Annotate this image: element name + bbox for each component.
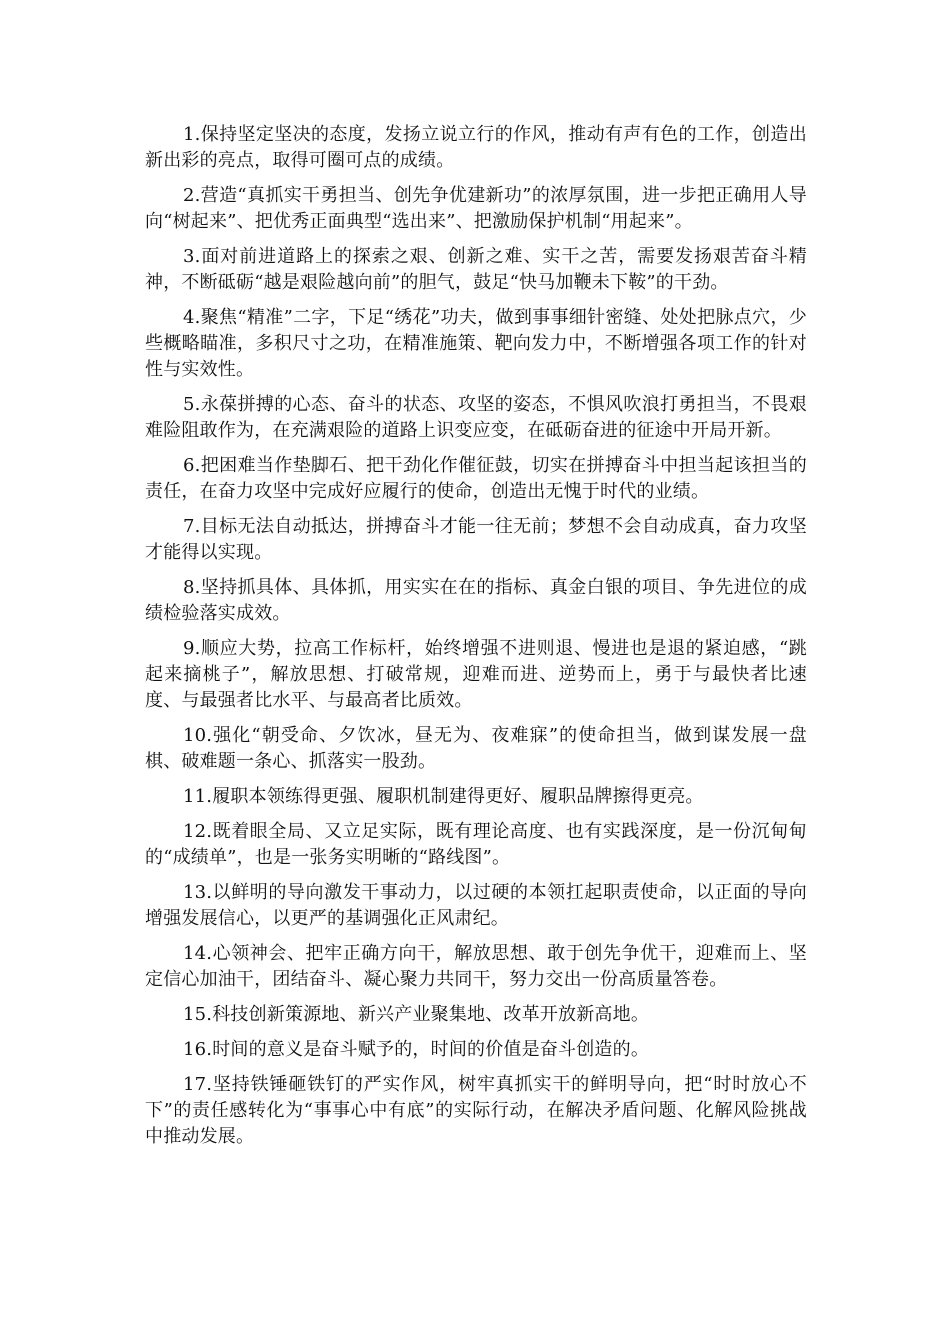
paragraph-10: 10.强化“朝受命、夕饮冰，昼无为、夜难寐”的使命担当，做到谋发展一盘棋、破难题一条心、抓落实一股劲。 <box>145 725 807 772</box>
paragraph-17: 17.坚持铁锤砸铁钉的严实作风，树牢真抓实干的鲜明导向，把“时时放心不下”的责任感转化为“事事心中有底”的实际行动，在解决矛盾问题、化解风险挑战中推动发展。 <box>145 1074 807 1147</box>
paragraph-6: 6.把困难当作垫脚石、把干劲化作催征鼓，切实在拼搏奋斗中担当起该担当的责任，在奋力攻坚中完成好应履行的使命，创造出无愧于时代的业绩。 <box>145 455 807 502</box>
paragraph-1: 1.保持坚定坚决的态度，发扬立说立行的作风，推动有声有色的工作，创造出新出彩的亮点，取得可圈可点的成绩。 <box>145 124 807 171</box>
paragraph-8: 8.坚持抓具体、具体抓，用实实在在的指标、真金白银的项目、争先进位的成绩检验落实成效。 <box>145 577 807 624</box>
paragraph-16: 16.时间的意义是奋斗赋予的，时间的价值是奋斗创造的。 <box>183 1039 650 1060</box>
document-body <box>145 122 807 1159</box>
paragraph-4: 4.聚焦“精准”二字，下足“绣花”功夫，做到事事细针密缝、处处把脉点穴，少些概略瞄准，多积尺寸之功，在精准施策、靶向发力中，不断增强各项工作的针对性与实效性。 <box>145 307 807 380</box>
paragraph-7: 7.目标无法自动抵达，拼搏奋斗才能一往无前；梦想不会自动成真，奋力攻坚才能得以实现。 <box>145 516 807 563</box>
paragraph-14: 14.心领神会、把牢正确方向干，解放思想、敢于创先争优干，迎难而上、坚定信心加油干，团结奋斗、凝心聚力共同干，努力交出一份高质量答卷。 <box>145 943 807 990</box>
paragraph-12: 12.既着眼全局、又立足实际，既有理论高度、也有实践深度，是一份沉甸甸的“成绩单”，也是一张务实明晰的“路线图”。 <box>145 821 807 868</box>
paragraph-9: 9.顺应大势，拉高工作标杆，始终增强不进则退、慢进也是退的紧迫感，“跳起来摘桃子”，解放思想、打破常规，迎难而进、逆势而上，勇于与最快者比速度、与最强者比水平、与最高者比质效。 <box>145 638 807 711</box>
paragraph-2: 2.营造“真抓实干勇担当、创先争优建新功”的浓厚氛围，进一步把正确用人导向“树起来”、把优秀正面典型“选出来”、把激励保护机制“用起来”。 <box>145 185 807 232</box>
paragraph-11: 11.履职本领练得更强、履职机制建得更好、履职品牌擦得更亮。 <box>183 786 704 807</box>
paragraph-13: 13.以鲜明的导向激发干事动力，以过硬的本领扛起职责使命，以正面的导向增强发展信心，以更严的基调强化正风肃纪。 <box>145 882 807 929</box>
paragraph-15: 15.科技创新策源地、新兴产业聚集地、改革开放新高地。 <box>183 1004 650 1025</box>
paragraph-3: 3.面对前进道路上的探索之艰、创新之难、实干之苦，需要发扬艰苦奋斗精神，不断砥砺“越是艰险越向前”的胆气，鼓足“快马加鞭未下鞍”的干劲。 <box>145 246 807 293</box>
paragraph-5: 5.永葆拼搏的心态、奋斗的状态、攻坚的姿态，不惧风吹浪打勇担当，不畏艰难险阻敢作为，在充满艰险的道路上识变应变，在砥砺奋进的征途中开局开新。 <box>145 394 807 441</box>
